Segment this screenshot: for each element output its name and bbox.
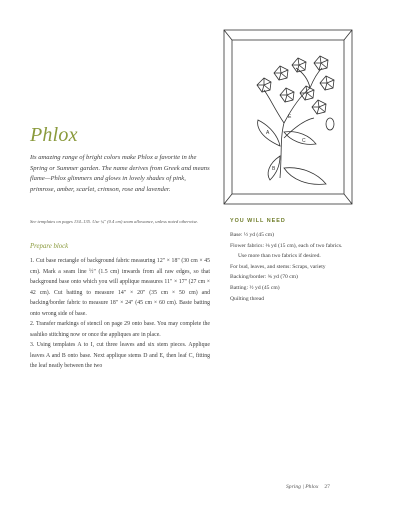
materials-item: Flower fabrics: ⅛ yd (15 cm), each of two fabrics.: [230, 242, 343, 249]
label-c: C: [302, 138, 306, 144]
page-title: Phlox: [30, 124, 78, 146]
page-number: 27: [324, 484, 330, 490]
bud: [326, 118, 334, 130]
page-footer: [286, 484, 330, 490]
materials-item: For bud, leaves, and stems: Scraps, variety: [230, 263, 326, 270]
template-note: See templates on pages 134–135. Use ¼" (0.4 cm) seam allowance, unless noted otherwise.: [30, 219, 199, 224]
materials-item: Backing/border: ¾ yd (70 cm): [230, 274, 298, 281]
step-3: 3. Using templates A to I, cut three leaves and six stem pieces. Applique leaves A and B onto base. Next applique stems D and E, then leaf C, fitting the leaf neatly between the two: [30, 342, 210, 370]
phlox-block-illustration: [222, 28, 354, 206]
step-2: 2. Transfer markings of stencil on page 29 onto base. You may complete the sashiko stitching now or once the appliques are in place.: [30, 321, 210, 338]
step-1: 1. Cut base rectangle of background fabric measuring 12" × 18" (30 cm × 45 cm). Mark a seam line ½" (1.5 cm) inwards from all raw edges, so that background base onto which you will applique measures 11" × 17" (27 cm × 42 cm). Cut batting to measure 14" × 20" (35 cm × 50 cm) and backing/border fabric to measure 18" × 24" (45 cm × 60 cm). Baste batting onto wrong side of base.: [30, 258, 210, 317]
flower-6: [300, 86, 314, 100]
label-a: A: [266, 130, 270, 136]
flower-4: [314, 56, 328, 70]
flower-7: [312, 100, 326, 114]
flower-5: [320, 76, 334, 90]
leaf-large: [284, 168, 326, 185]
flower-1: [257, 78, 271, 92]
label-e: E: [288, 114, 292, 120]
materials-item: Base: ½ yd (45 cm): [230, 232, 274, 238]
label-b: B: [272, 166, 276, 172]
footer-section: Spring | Phlox: [286, 484, 319, 490]
instruction-steps: [30, 256, 210, 372]
intro-paragraph: Its amazing range of bright colors make Phlox a favorite in the Spring or Summer garden. The name derives from Greek and means flame—Phlox glimmers and glows in lovely shades of pink, primrose, amber, scarlet, crimson, rose and lavender.: [30, 154, 210, 193]
materials-list: [230, 230, 380, 304]
you-will-need-heading: YOU WILL NEED: [230, 218, 286, 224]
materials-item: Batting: ½ yd (45 cm): [230, 284, 280, 291]
prepare-block-heading: Prepare block: [30, 243, 69, 250]
materials-item: Quilting thread: [230, 295, 265, 302]
flower-2: [274, 66, 288, 80]
flower-8: [280, 88, 294, 102]
materials-item: Use more than two fabrics if desired.: [238, 253, 321, 260]
